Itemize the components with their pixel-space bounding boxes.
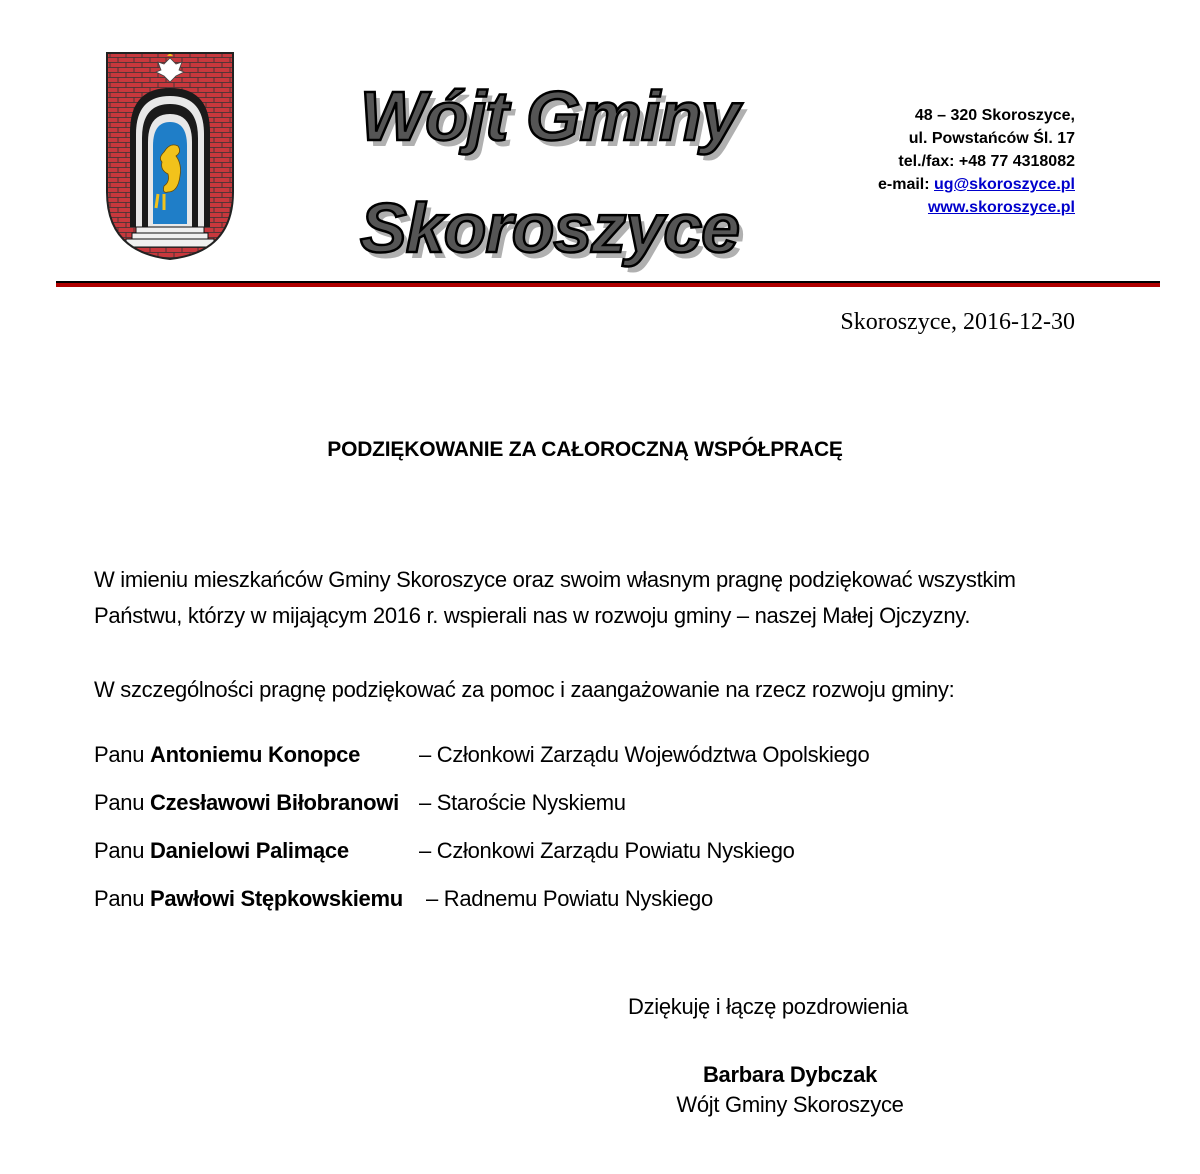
recipient-prefix: Panu [94,790,150,815]
recipient-role: – Staroście Nyskiemu [419,790,626,815]
recipient-role: – Radnemu Powiatu Nyskiego [426,886,713,911]
recipient-prefix: Panu [94,838,150,863]
website-row [878,196,1075,219]
header-divider-accent [56,283,1160,287]
letter-date: Skoroszyce, 2016-12-30 [840,309,1075,335]
recipient-name: Antoniemu Konopce [150,742,361,767]
signature-block [590,1060,990,1120]
paragraph-intro-line2: Państwu, którzy w mijającym 2016 r. wspierali nas w rozwoju gminy – naszej Małej Ojczyzny. [94,603,971,628]
recipient-row [94,742,870,768]
paragraph-thanks: W szczególności pragnę podziękować za pomoc i zaangażowanie na rzecz rozwoju gminy: [94,677,955,702]
header-title-line1: Wójt Gminy [360,77,739,155]
signer-name: Barbara Dybczak [702,1062,878,1087]
letter-heading: PODZIĘKOWANIE ZA CAŁOROCZNĄ WSPÓŁPRACĘ [327,438,843,461]
address-line1: 48 – 320 Skoroszyce, [914,107,1075,124]
recipient-name: Danielowi Palimące [150,838,349,863]
paragraph-intro [94,562,1094,634]
coat-of-arms-logo [106,52,234,260]
recipient-role: – Członkowi Zarządu Województwa Opolskiego [419,742,870,767]
recipient-prefix: Panu [94,886,150,911]
email-row [878,173,1075,196]
recipient-row [94,886,713,912]
closing-line: Dziękuję i łączę pozdrowienia [628,994,908,1019]
contact-block [878,104,1075,219]
recipient-prefix: Panu [94,742,150,767]
paragraph-intro-line1: W imieniu mieszkańców Gminy Skoroszyce oraz swoim własnym pragnę podziękować wszystkim [94,567,1016,592]
recipient-name: Pawłowi Stępkowskiemu [150,886,403,911]
recipient-name: Czesławowi Biłobranowi [150,790,399,815]
recipient-row [94,838,795,864]
email-link[interactable]: ug@skoroszyce.pl [934,176,1075,193]
email-label: e-mail: [877,176,930,193]
header-title-line2: Skoroszyce [360,189,740,267]
address-line2: ul. Powstańców Śl. 17 [908,130,1075,147]
recipient-role: – Członkowi Zarządu Powiatu Nyskiego [419,838,795,863]
website-link[interactable]: www.skoroszyce.pl [927,199,1075,216]
phone-fax: tel./fax: +48 77 4318082 [898,153,1075,170]
signer-title: Wójt Gminy Skoroszyce [676,1092,904,1117]
recipient-row [94,790,626,816]
